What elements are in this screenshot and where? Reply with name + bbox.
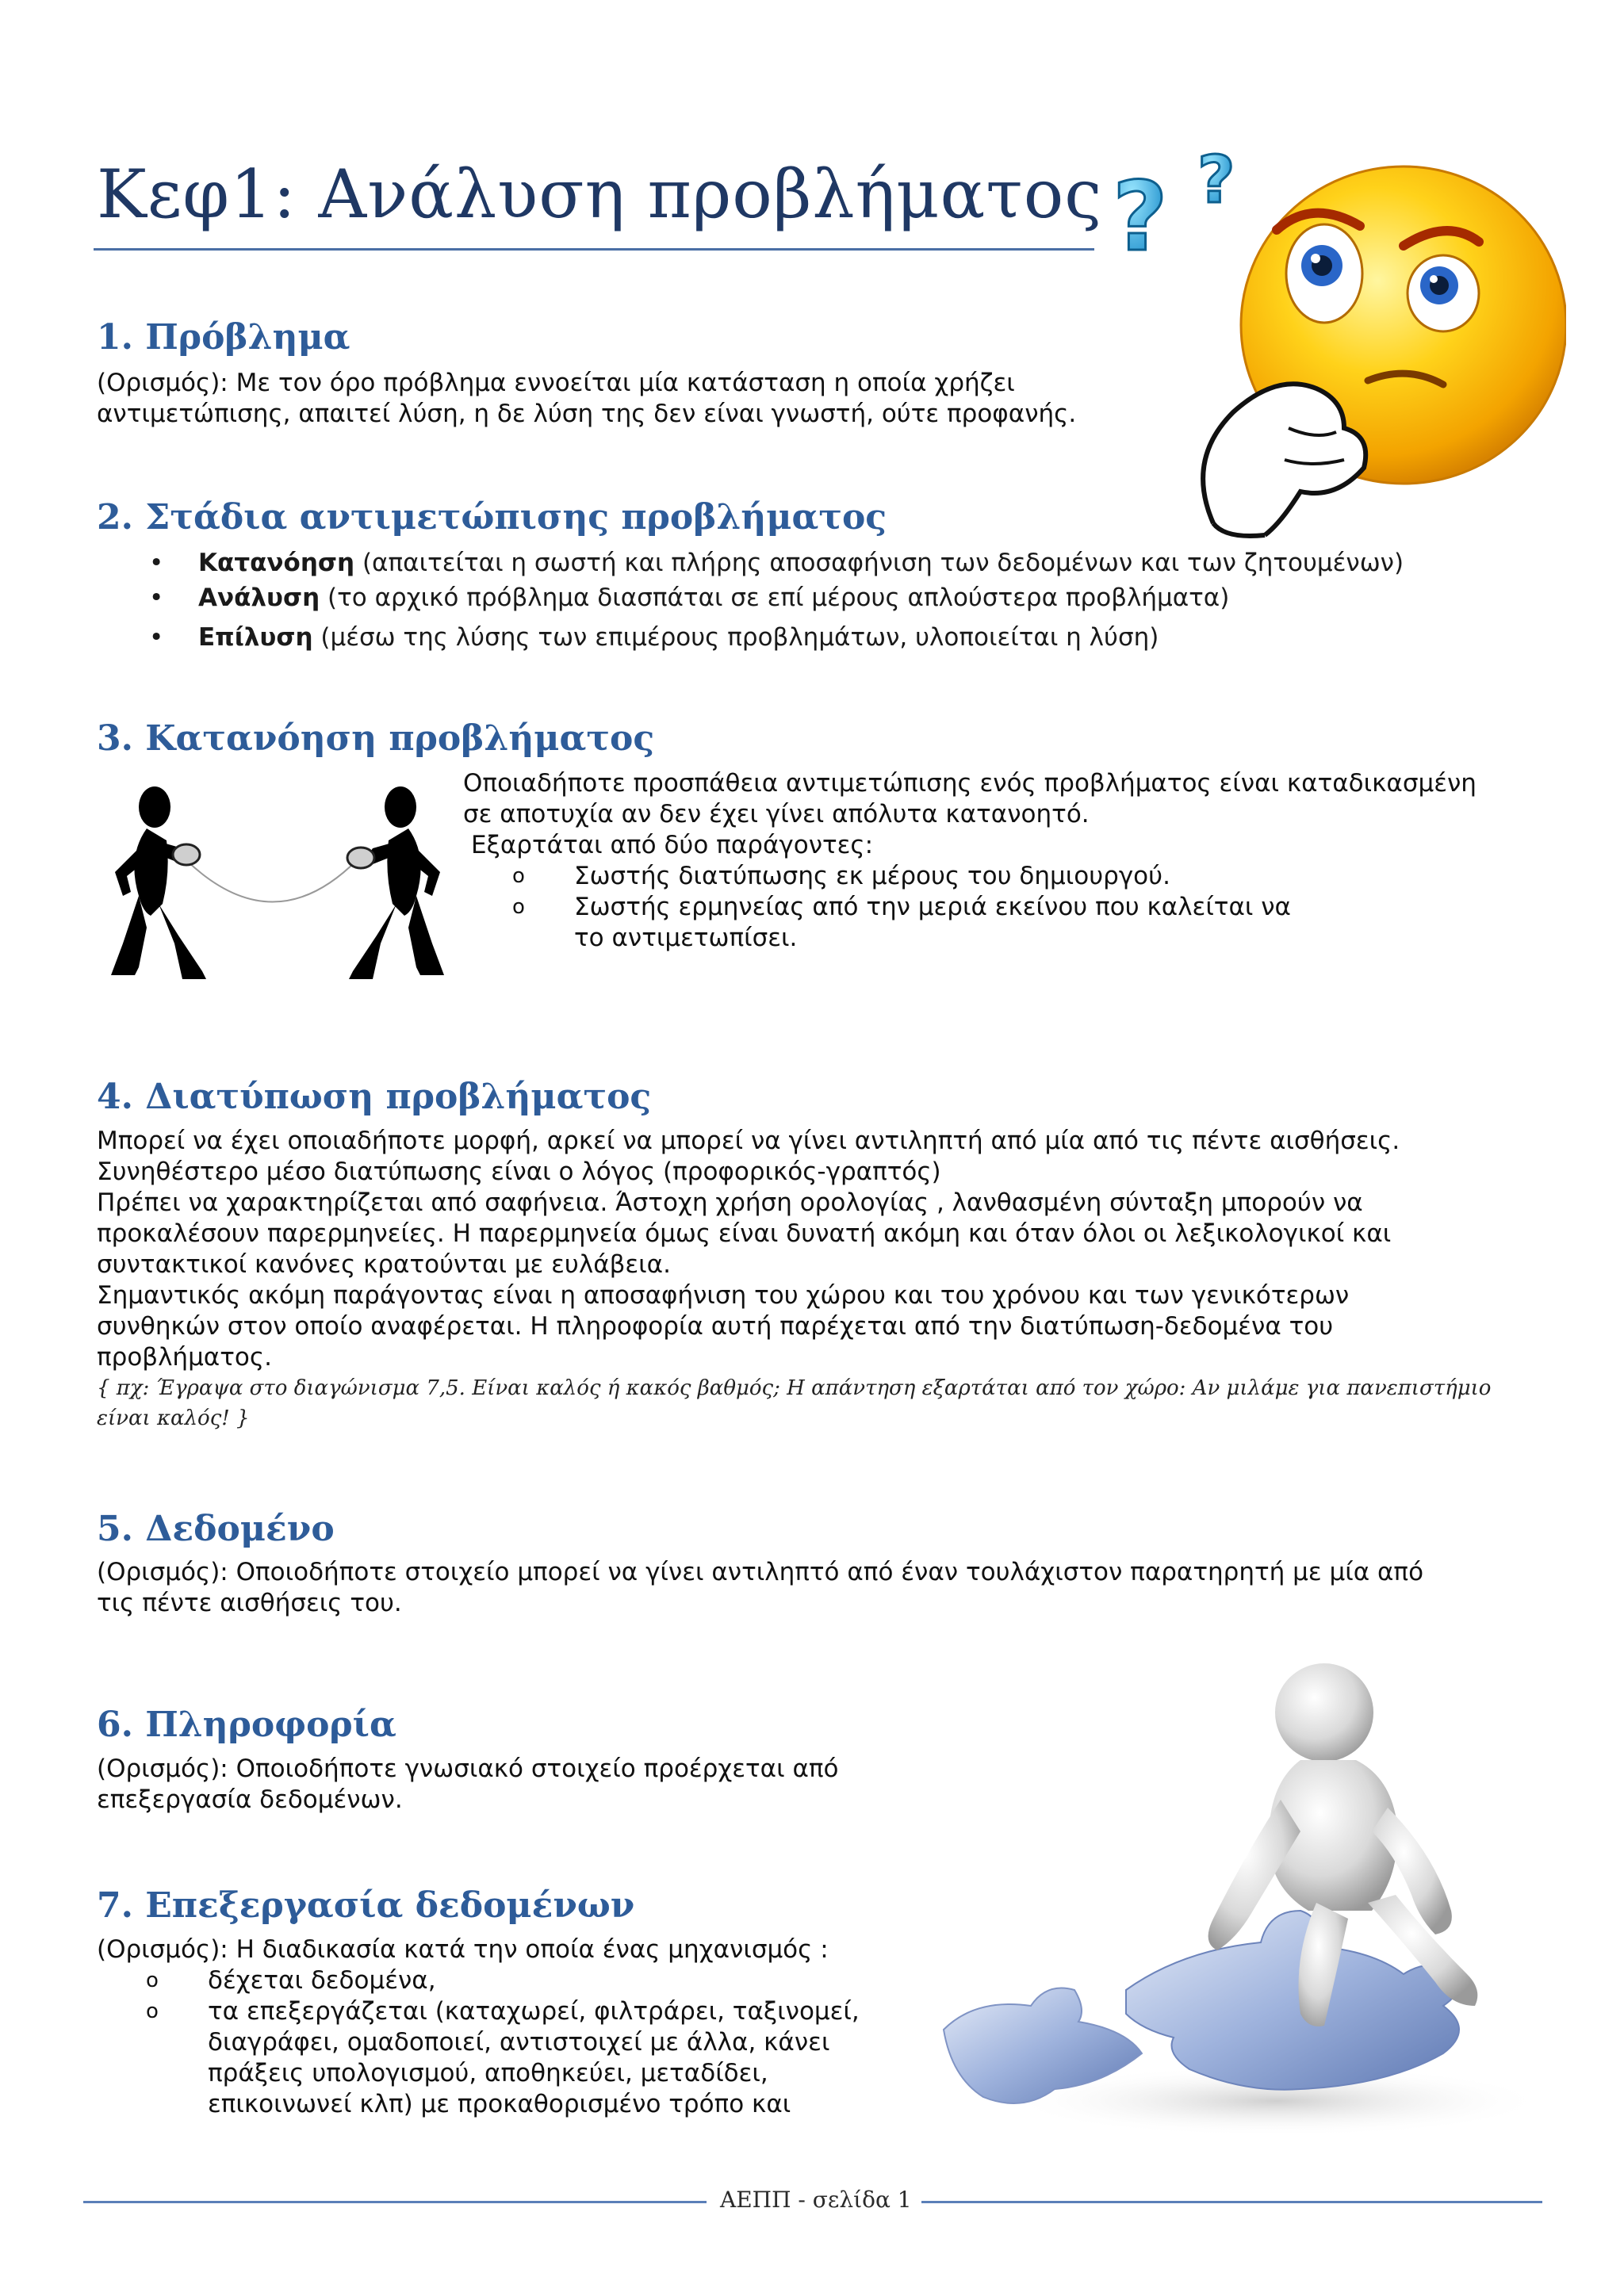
- text-line: Σημαντικός ακόμη παράγοντας είναι η αποσαφήνιση του χώρου και του χρόνου και των γενικότερων: [97, 1281, 1350, 1310]
- example-note: { πχ: Έγραψα στο διαγώνισμα 7,5. Είναι καλός ή κακός βαθμός; Η απάντηση εξαρτάται από τον χώρο: Αν μιλάμε για πανεπιστήμιο είναι καλός! }: [97, 1376, 1492, 1430]
- title-underline: [94, 248, 1094, 251]
- factors-list: [512, 861, 1369, 954]
- section-6-body: [97, 1754, 937, 1816]
- footer-rule-left: [83, 2201, 707, 2203]
- circle-marker: o: [512, 864, 525, 888]
- string-telephone-figures-icon: [103, 785, 452, 991]
- bullet-marker: •: [149, 549, 164, 577]
- text-line: Οποιαδήποτε προσπάθεια αντιμετώπισης ενός προβλήματος είναι καταδικασμένη: [463, 769, 1477, 798]
- svg-text:?: ?: [1197, 143, 1235, 218]
- section-7-heading: 7. Επεξεργασία δεδομένων: [97, 1885, 635, 1926]
- list-item: [149, 580, 1404, 615]
- stage-text: (το αρχικό πρόβλημα διασπάται σε επί μέρους απλούστερα προβλήματα): [320, 584, 1230, 612]
- bullet-marker: •: [149, 584, 164, 612]
- page-title: Κεφ1: Ανάλυση προβλήματος: [97, 155, 1103, 233]
- question-marks-icon: [1113, 143, 1235, 273]
- text-line: (Ορισμός): Οποιοδήποτε στοιχείο μπορεί να γίνει αντιληπτό από έναν τουλάχιστον παρατηρητή με μία από: [97, 1558, 1424, 1586]
- text-line: συνθηκών στον οποίο αναφέρεται. Η πληροφορία αυτή παρέχεται από την διατύπωση-δεδομένα του: [97, 1312, 1334, 1341]
- section-2-heading: 2. Στάδια αντιμετώπισης προβλήματος: [97, 497, 887, 538]
- stage-term: Κατανόηση: [198, 549, 355, 577]
- svg-text:?: ?: [1113, 163, 1168, 273]
- section-1-body: [97, 368, 1128, 430]
- list-item: o δέχεται δεδομένα,: [146, 1966, 436, 1995]
- text-line: (Ορισμός): Η διαδικασία κατά την οποία ένας μηχανισμός :: [97, 1935, 829, 1964]
- processing-list: [146, 1965, 860, 2120]
- section-3-body: [463, 768, 1589, 954]
- circle-marker: o: [146, 1969, 159, 1992]
- list-item: [149, 545, 1404, 580]
- text-line: τις πέντε αισθήσεις του.: [97, 1589, 402, 1617]
- section-5-body: [97, 1557, 1588, 1619]
- text-line: Συνηθέστερο μέσο διατύπωσης είναι ο λόγος (προφορικός-γραπτός): [97, 1158, 941, 1186]
- list-item: o Σωστής διατύπωσης εκ μέρους του δημιουργού.: [512, 862, 1170, 890]
- text-line: προκαλέσουν παρερμηνείες. Η παρερμηνεία όμως είναι δυνατή ακόμη και όταν όλοι οι λεξικολογικοί και: [97, 1219, 1392, 1248]
- list-item: o Σωστής ερμηνείας από την μεριά εκείνου που καλείται να το αντιμετωπίσει.: [512, 893, 1291, 952]
- list-item: o τα επεξεργάζεται (καταχωρεί, φιλτράρει, ταξινομεί, διαγράφει, ομαδοποιεί, αντιστοιχεί με άλλα, κάνει πράξεις υπολογισμού, αποθηκεύει, μεταδίδει, επικοινωνεί κλπ) με προκαθορισμένο τρόπο και: [146, 1997, 860, 2118]
- stage-term: Ανάλυση: [198, 584, 320, 612]
- section-6-heading: 6. Πληροφορία: [97, 1705, 396, 1745]
- text-line: προβλήματος.: [97, 1343, 272, 1372]
- text-line: αντιμετώπισης, απαιτεί λύση, η δε λύση της δεν είναι γνωστή, ούτε προφανής.: [97, 400, 1077, 428]
- page-footer: ΑΕΠΠ - σελίδα 1: [720, 2187, 912, 2213]
- section-5-heading: 5. Δεδομένο: [97, 1509, 335, 1549]
- stage-term: Επίλυση: [198, 623, 313, 652]
- text-line: Μπορεί να έχει οποιαδήποτε μορφή, αρκεί να μπορεί να γίνει αντιληπτή από μία από τις πέντε αισθήσεις.: [97, 1127, 1400, 1155]
- stages-list: [149, 545, 1404, 655]
- bullet-marker: •: [149, 623, 164, 652]
- section-4-body: [97, 1126, 1588, 1433]
- section-3-heading: 3. Κατανόηση προβλήματος: [97, 718, 655, 759]
- stage-text: (μέσω της λύσης των επιμέρους προβλημάτων, υλοποιείται η λύση): [312, 623, 1159, 652]
- stage-text: (απαιτείται η σωστή και πλήρης αποσαφήνιση των δεδομένων και των ζητουμένων): [354, 549, 1404, 577]
- puzzle-robot-figure-icon: [928, 1657, 1548, 2149]
- text-line: (Ορισμός): Με τον όρο πρόβλημα εννοείται μία κατάσταση η οποία χρήζει: [97, 369, 1015, 397]
- thinking-smiley-icon: [1106, 127, 1566, 539]
- text-line: συντακτικοί κανόνες κρατούνται με ευλάβεια.: [97, 1250, 671, 1279]
- text-line: σε αποτυχία αν δεν έχει γίνει απόλυτα κατανοητό.: [463, 800, 1090, 828]
- circle-marker: o: [146, 1999, 159, 2023]
- text-line: (Ορισμός): Οποιοδήποτε γνωσιακό στοιχείο προέρχεται από: [97, 1755, 839, 1783]
- text-line: επεξεργασία δεδομένων.: [97, 1785, 403, 1814]
- factors-intro: Εξαρτάται από δύο παράγοντες:: [471, 831, 874, 859]
- text-line: Πρέπει να χαρακτηρίζεται από σαφήνεια. Άστοχη χρήση ορολογίας , λανθασμένη σύνταξη μπορούν να: [97, 1188, 1363, 1217]
- section-4-heading: 4. Διατύπωση προβλήματος: [97, 1077, 652, 1117]
- section-1-heading: 1. Πρόβλημα: [97, 317, 350, 358]
- section-7-body: [97, 1934, 921, 2120]
- circle-marker: o: [512, 895, 525, 919]
- list-item: [149, 620, 1404, 655]
- footer-rule-right: [921, 2201, 1542, 2203]
